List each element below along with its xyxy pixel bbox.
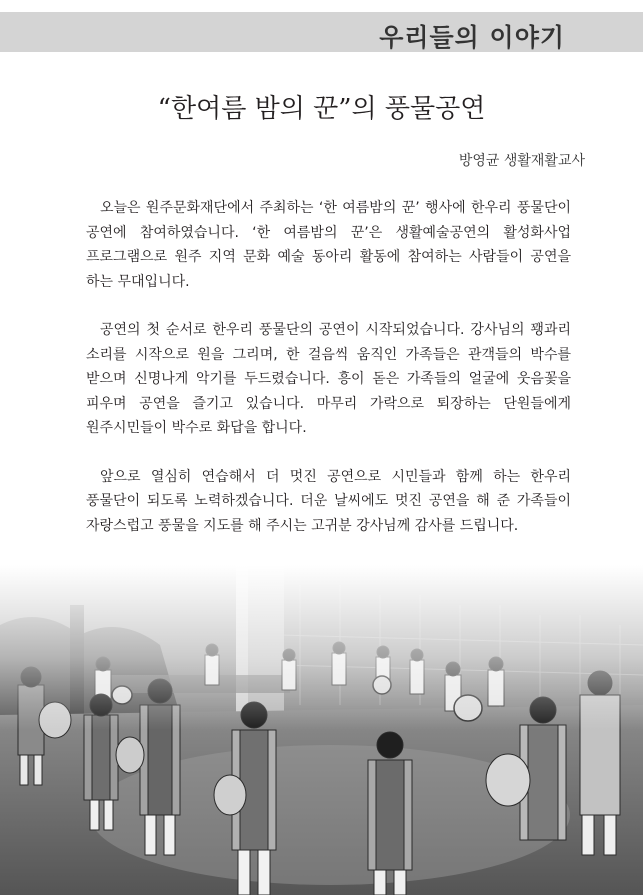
- article-body: [86, 196, 571, 562]
- article-paragraph: 오늘은 원주문화재단에서 주최하는 ‘한 여름밤의 꾼’ 행사에 한우리 풍물단이 공연에 참여하였습니다. ‘한 여름밤의 꾼’은 생활예술공연의 활성화사업 프로그램으로 원주 지역 문화 예술 동아리 활동에 참여하는 사람들이 공연을 하는 무대입니다.: [86, 200, 571, 290]
- performance-photo: [0, 565, 643, 895]
- article-title: “한여름 밤의 꾼”의 풍물공연: [157, 94, 486, 124]
- article-paragraph: 공연의 첫 순서로 한우리 풍물단의 공연이 시작되었습니다. 강사님의 꽹과리 소리를 시작으로 원을 그리며, 한 걸음씩 움직인 가족들은 관객들의 박수를 받으며 신명나게 악기를 두드렸습니다. 흥이 돋은 가족들의 얼굴에 웃음꽃을 피우며 공연을 즐기고 있습니다. 마무리 가락으로 퇴장하는 단원들에게 원주시민들이 박수로 화답을 합니다.: [86, 322, 571, 436]
- article-byline: 방영균 생활재활교사: [458, 153, 585, 169]
- article-paragraph: 앞으로 열심히 연습해서 더 멋진 공연으로 시민들과 함께 하는 한우리 풍물단이 되도록 노력하겠습니다. 더운 날씨에도 멋진 공연을 해 준 가족들이 자랑스럽고 풍물을 지도를 해 주시는 고귀분 강사님께 감사를 드립니다.: [86, 468, 571, 534]
- section-title: 우리들의 이야기: [379, 23, 565, 52]
